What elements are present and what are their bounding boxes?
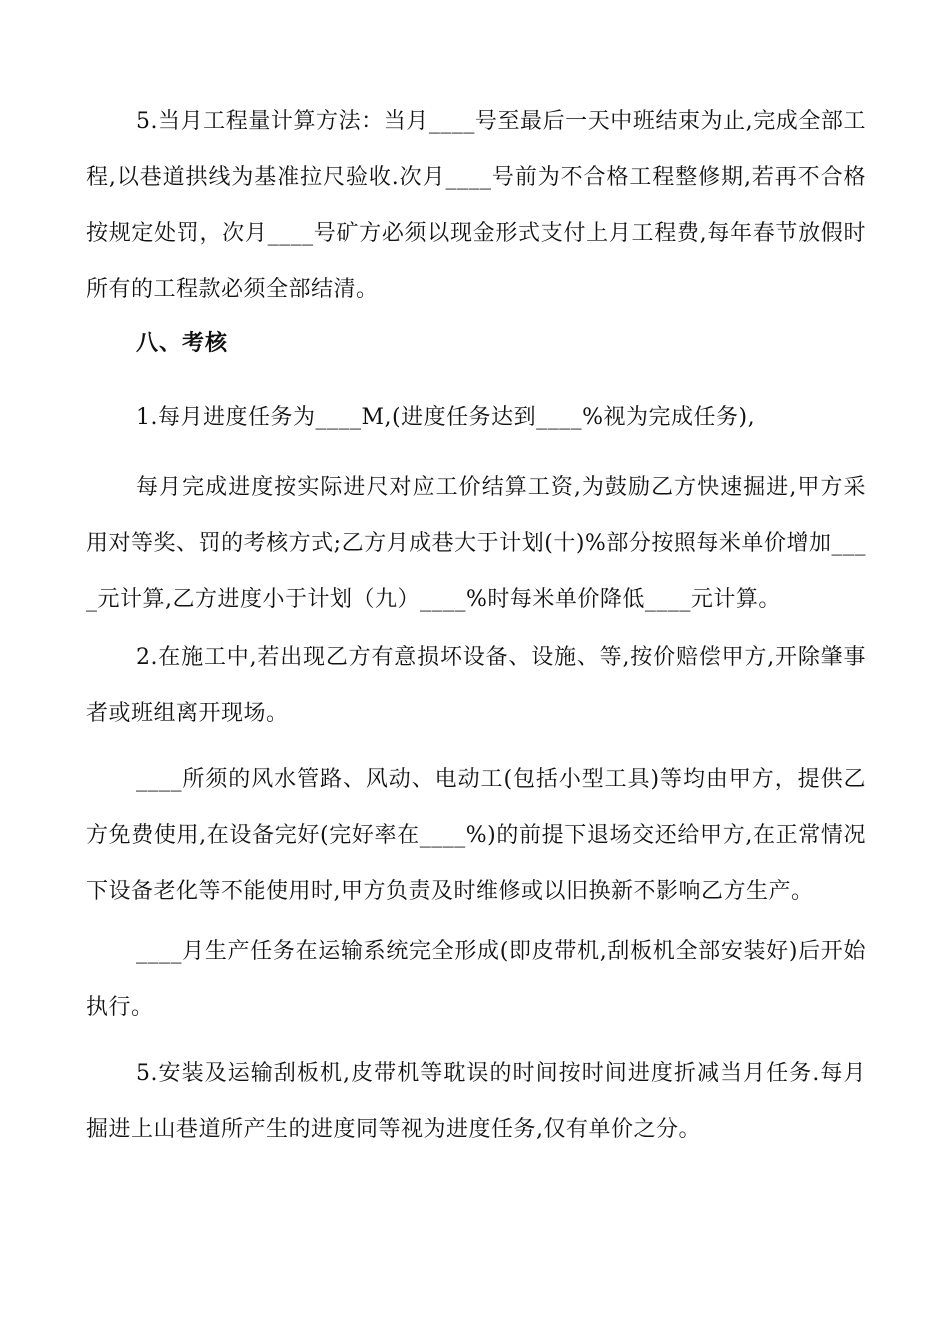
paragraph-equipment-damage: 2.在施工中,若出现乙方有意损坏设备、设施、等,按价赔偿甲方,开除肇事者或班组离开现场。 [86,645,866,726]
paragraph-production-task-start: ____月生产任务在运输系统完全形成(即皮带机,刮板机全部安装好)后开始执行。 [86,939,866,1020]
section-heading-assessment: 八、考核 [136,331,229,356]
paragraph-equipment-provision: ____所须的风水管路、风动、电动工(包括小型工具)等均由甲方，提供乙方免费使用,在设备完好(完好率在____%)的前提下退场交还给甲方,在正常情况下设备老化等不能使用时,甲方负责及时维修或以旧换新不影响乙方生产。 [86,767,866,904]
paragraph-reward-penalty-method: 每月完成进度按实际进尺对应工价结算工资,为鼓励乙方快速掘进,甲方采用对等奖、罚的考核方式;乙方月成巷大于计划(十)%部分按照每米单价增加____元计算,乙方进度小于计划（九）____%时每米单价降低____元计算。 [86,475,866,612]
paragraph-installation-time-deduction: 5.安装及运输刮板机,皮带机等耽误的时间按时间进度折减当月任务.每月掘进上山巷道所产生的进度同等视为进度任务,仅有单价之分。 [86,1061,866,1142]
paragraph-monthly-progress-task: 1.每月进度任务为____M,(进度任务达到____%视为完成任务), [136,405,756,430]
paragraph-monthly-workload-calculation: 5.当月工程量计算方法：当月____号至最后一天中班结束为止,完成全部工程,以巷道拱线为基准拉尺验收.次月____号前为不合格工程整修期,若再不合格按规定处罚，次月____号矿方必须以现金形式支付上月工程费,每年春节放假时所有的工程款必须全部结清。 [86,109,866,302]
